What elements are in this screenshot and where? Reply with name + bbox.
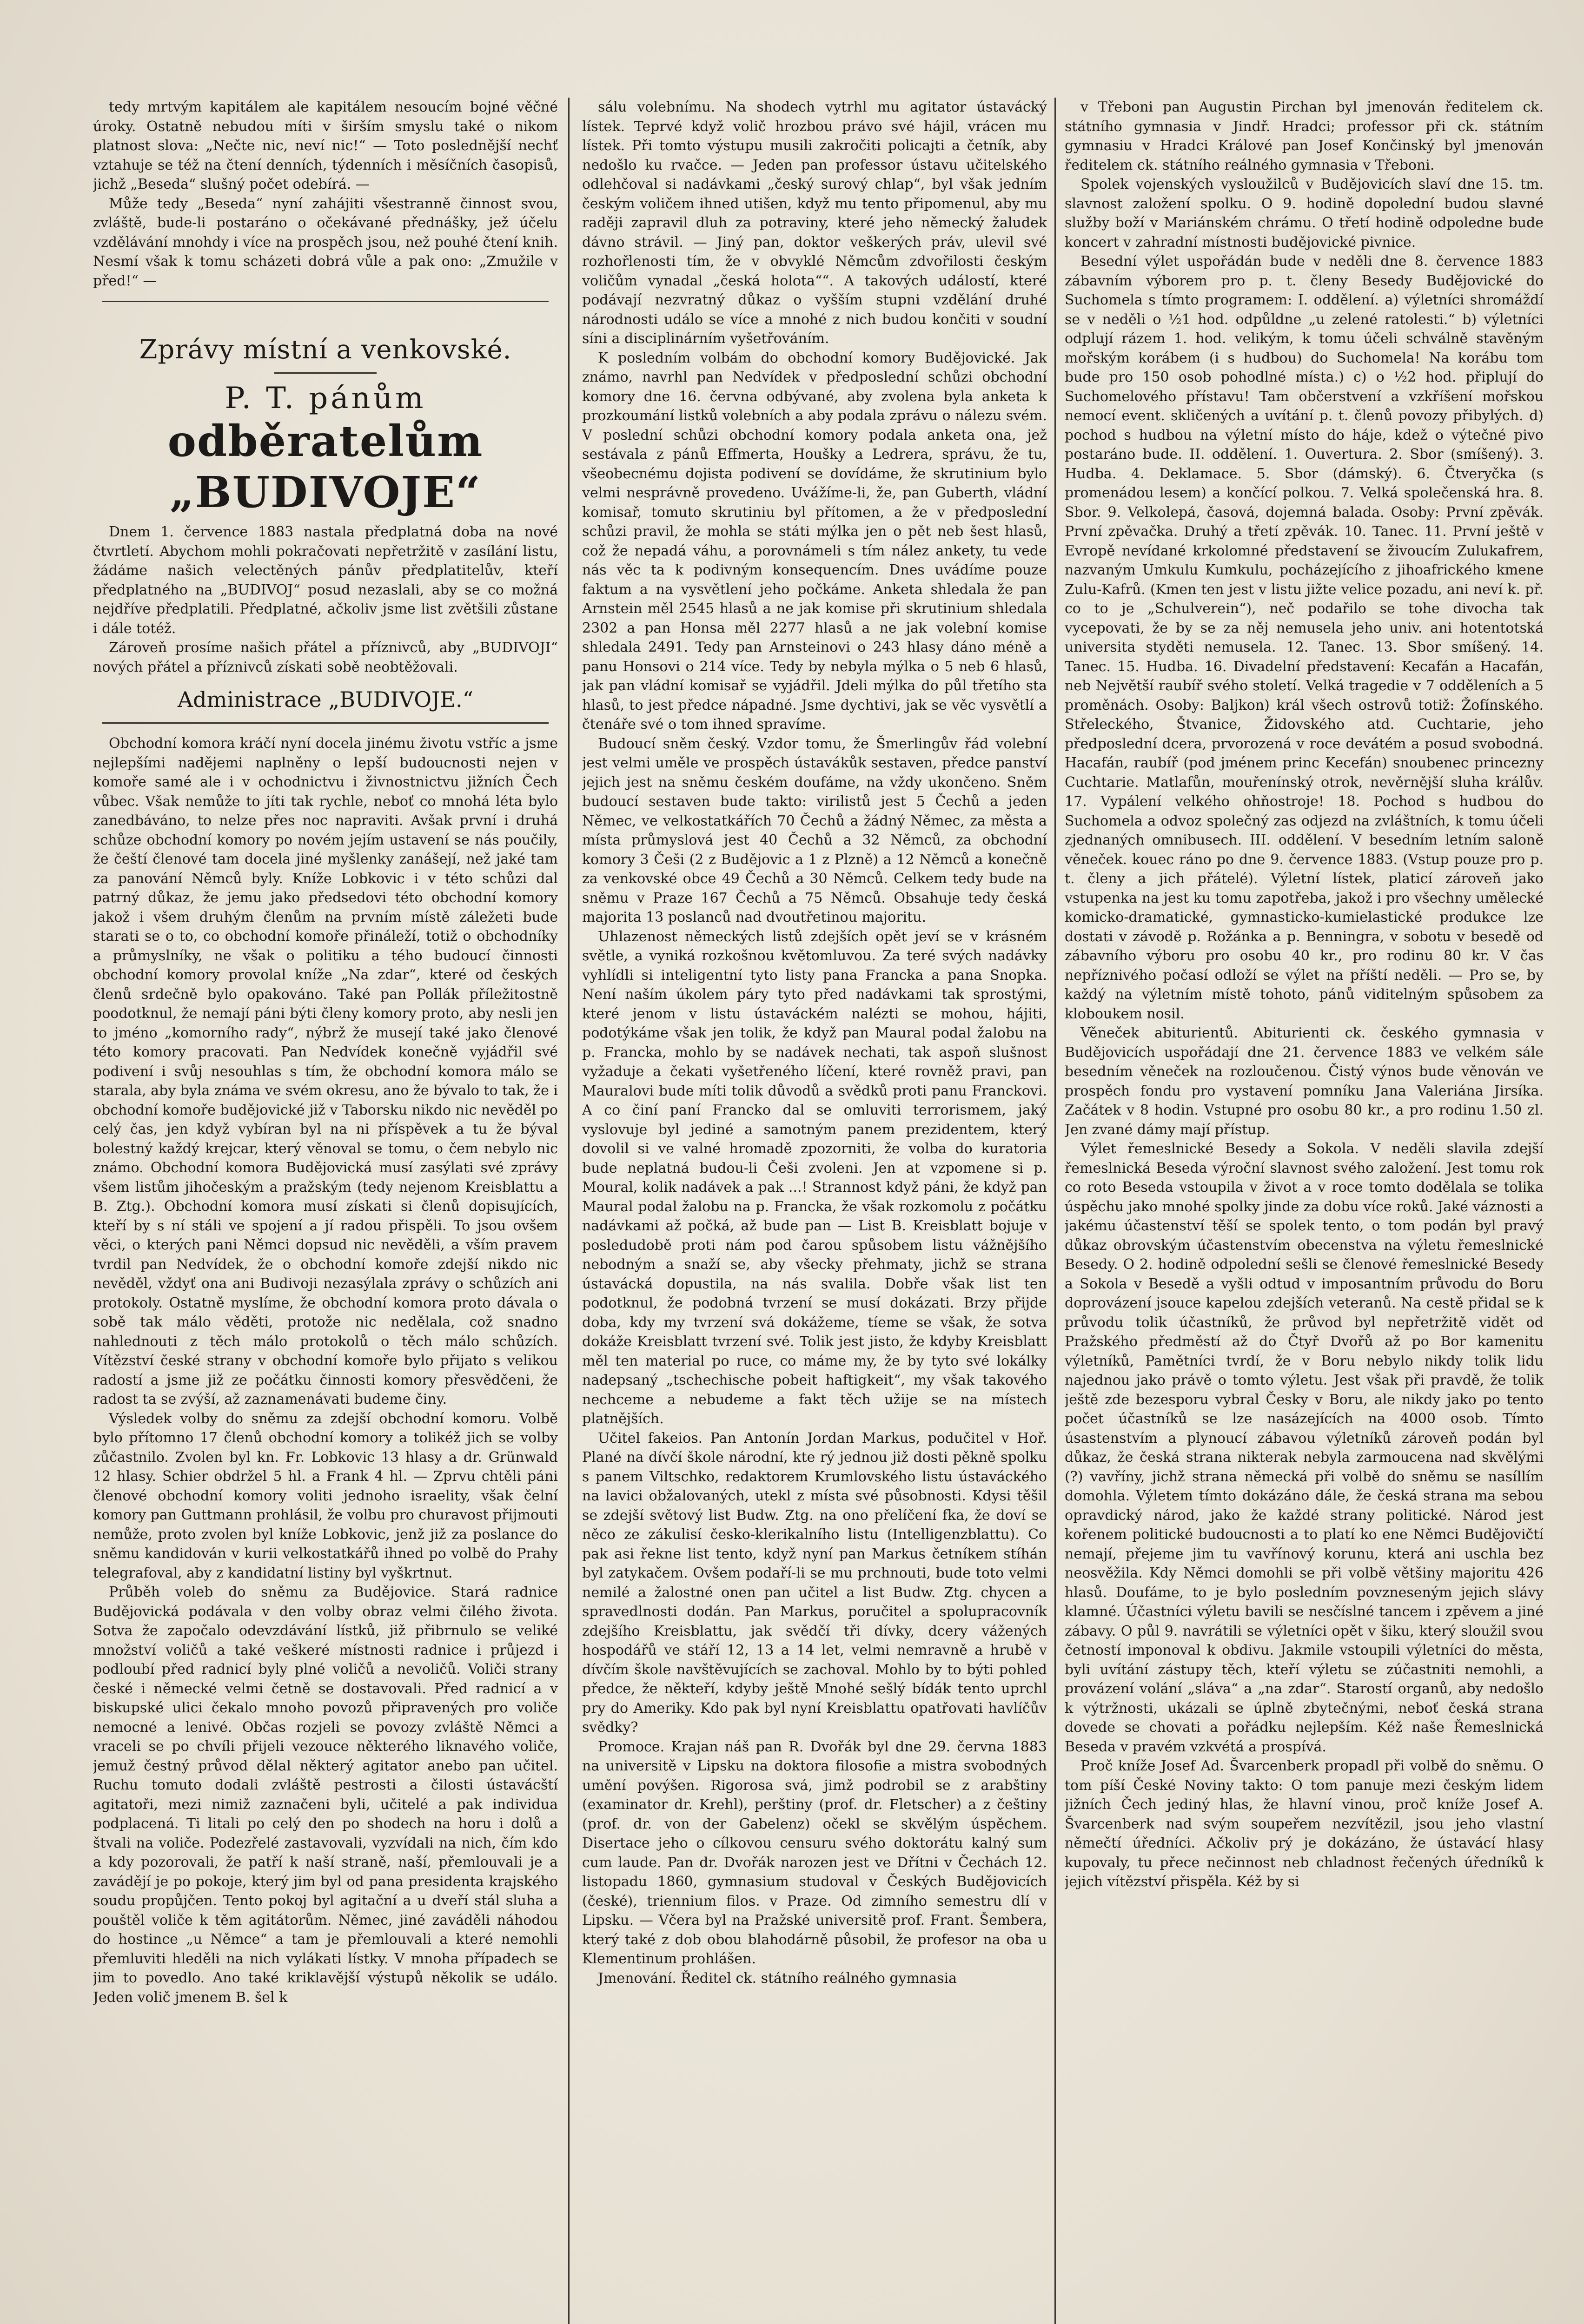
section-title: Zprávy místní a venkovské.	[139, 335, 512, 365]
divider	[102, 722, 549, 724]
article-paragraph: tedy mrtvým kapitálem ale kapitálem nesoucím bojné věčné úroky. Ostatně nebudou míti v širším smyslu také o nikom platnost slova: „Nečte nic, neví nic!“ — Toto poslednější nechť vztahuje se též na čtení denních, týdenních i měsíčních časopisů, jichž „Beseda“ slušný počet odebírá. —	[93, 99, 558, 192]
article-paragraph: Může tedy „Beseda“ nyní zahájiti všestranně činnost svou, zvláště, bude-li postaráno o očekávané přednášky, jež účelu vzdělávání mnohdy i více na prospěch jsou, než pouhé čtení knih. Nesmí však k tomu scházeti dobrá vůle a pak ono: „Zmužile v před!“ —	[93, 195, 558, 289]
article-obchodni-komora: Obchodní komora kráčí nyní docela jinému životu vstříc a jsme nejlepšími nadějemi naplněny o lepší budoucnosti nejen v komoře samé ale i v ochodnictvu i živnostnictvu jižních Čech vůbec. Však nemůže to jíti tak rychle, neboť co mnohá léta bylo zanedbáváno, to nelze přes noc napraviti. Avšak první i druhá schůze obchodní komory po novém jejím ustavení se nás poučily, že čeští členové tam docela jiné myšlenky zanášejí, než jaké tam za panování Němců byly. Kníže Lobkovic i v této schůzi dal patrný důkaz, že jemu jako předsedovi této obchodní komory jakož i všem druhým členům na prvním místě záležeti bude starati se o to, co obchodní komoře přináleží, totiž o obchodníky a průmyslníky, ne však o politiku a tého budoucí činnosti obchodní komory provolal kníže „Na zdar“, které od českých členů srdečně bylo opakováno. Také pan Pollák příležitostně poodotknul, že nemají páni býti členy komory proto, aby nesli jen to jméno „komorního rady“, nýbrž že musejí také jako členové této komory pracovati. Pan Nedvídek konečně vyjádřil své podivení i svůj nesouhlas s tím, že obchodní komora málo se starala, aby byla známa ve svém okresu, ano že bývalo to tak, že i obchodní komoře budějovické již v Taborsku nikdo nic nevěděl po celý čas, jen když vybíran byl na ni příspěvek a tu že býval bolestný každý krejcar, který věnoval se tomu, o čem nebylo nic známo. Obchodní komora Budějovická musí zasýlati své zprávy všem listům jihočeským a pražským (tedy nejenom Kreisblattu a B. Ztg.). Obchodní komora musí získati si členů dopisujících, kteří by s ní stáli ve spojení a jí radou přispěli. To jsou ovšem věci, o kterých pani Němci dopsud nic nevěděli, a vším pravem tvrdil pan Nedvídek, že o obchodní komoře zdejší nikdo nic nevěděl, vždyť ona ani Budivoji nezasýlala zprávy o schůzích ani protokoly. Ostatně myslíme, že obchodní komora proto dávala o sobě tak málo věděti, protože nic nedělala, což snadno nahlednouti z těch málo protokolů o těch málo schůzích. Vítězství české strany v obchodní komoře bylo přijato s velikou radostí a jsme již ze počátku činnosti komory přesvědčeni, že radost ta se zvýší, až zaznamenávati budeme činy.	[93, 735, 558, 1407]
article-paragraph: v Třeboni pan Augustin Pirchan byl jmenován ředitelem ck. státního gymnasia v Jindř. Hradci; professor při ck. státním gymnasiu v Hradci Králové pan Josef Končinský byl jmenován ředitelem ck. státního reálného gymnasia v Třeboni.	[1065, 99, 1544, 173]
column-2	[582, 98, 1047, 2324]
article-venecek: Věneček abiturientů. Abiturienti ck. českého gymnasia v Budějovicích uspořádají dne 21. července 1883 ve velkém sále besedním věneček na rozloučenou. Čistý výnos bude věnován ve prospěch fondu pro vystavení pomníku Jana Valeriána Jirsíka. Začátek v 8 hodin. Vstupné pro osobu 80 kr., a pro rodinu 1.50 zl. Jen zvané dámy mají přístup.	[1065, 1025, 1544, 1138]
announcement-text: Zároveň prosíme našich přátel a příznivců, aby „BUDIVOJI“ nových přátel a příznivců získati sobě neobtěžovali.	[93, 640, 558, 675]
column-1	[93, 98, 558, 2324]
article-prubeh-voleb: Průběh voleb do sněmu za Budějovice. Stará radnice Budějovická podávala v den volby obraz velmi čilého života. Sotva že započalo odevzdávání lístků, již přibrnulo se veliké množství voličů a také veškeré místnosti radnice i průjezd i podloubí před radnicí byly plné voličů a nevoličů. Voliči strany české i německé velmi četně se dostavovali. Před radnicí a v biskupské ulici čekalo mnoho povozů připravených pro voliče nemocné a lenivé. Občas rozjeli se povozy zvláště Němci a vraceli se po chvíli přijeli vezouce některého liknavého voliče, jemuž čestný průvod dělal některý agitator anebo pan učitel. Ruchu tomuto dodali zvláště pestrosti a čilosti ústavácští agitatoři, mezi nimiž zaznačeni byli, učitelé a pak individua podplacená. Ti litali po celý den po shodech na horu i dolů a štvali na voliče. Podezřelé zastavovali, vyzvídali na nich, čím kdo a kdy pozorovali, že patří k naší straně, naší, přemlouvali je a zavádějí je po pokoje, který jim byl od pana presidenta krajského soudu propůjčen. Tento pokoj byl agitační a u dveří stál sluha a pouštěl voliče k těm agitátorům. Němec, jiné zaváděli náhodou do hostince „u Němce“ a tam je přemlouvali a které nemohli přemluviti hleděli na nich vylákati lístky. V mnoha případech se jim to povedlo. Ano také kriklavější výstupů několik se událo. Jeden volič jmenem B. šel k	[93, 1584, 558, 2006]
column-divider	[1054, 98, 1056, 2324]
article-besedni-vylet: Besední výlet uspořádán bude v neděli dne 8. července 1883 zábavním výborem pro p. t. členy Besedy Budějovické do Suchomela s tímto programem: I. oddělení. a) výletníci shromáždí se v neděli o ½1 hod. odpůldne „u zelené ratolesti.“ b) výletníci odplují rázem 1. hod. velikým, k tomu účeli schválně stavěným mořským korábem (i s hudbou) do Suchomela! Na korábu tom bude pro 150 osob pohodlné místa.) c) o ½2 hod. připlují do Suchomelového přístavu! Tam občerstvení a vzkříšení mořskou nemocí event. skličených a uvítání p. t. členů povozy přibylých. d) pochod s hudbou na výletní místo do háje, kdež o výtečné pivo postaráno bude. II. oddělení. 1. Ouvertura. 2. Sbor (smíšený). 3. Hudba. 4. Deklamace. 5. Sbor (dámský). 6. Čtveryčka (s promenádou lesem) a končící polkou. 7. Velká společenská hra. 8. Sbor. 9. Velkolepá, časová, dojemná balada. Osoby: První zpěvák. První zpěvačka. Druhý a třetí zpěvák. 10. Tanec. 11. První ještě v Evropě nevídané krkolomné představení se živoucím Zulukafrem, nazvaným Umkulu Kumkulu, pocházejícího z jihoafrického kmene Zulu-Kafrů. (Kmen ten jest v listu jižte velice pozadu, ani neví k. př. co to je „Schulverein“), neč podařilo se tohe divocha tak vycepovati, že by se za něj nemusela jeho univ. ani hotentotská universita styděti nemusela. 12. Tanec. 13. Sbor smíšený. 14. Tanec. 15. Hudba. 16. Divadelní představení: Kecafán a Hacafán, neb Největší raubíř svého století. Velká tragedie v 7 odděleních a 5 proměnách. Osoby: Baljkon) král všech ostrovů totiž: Žofínského. Střeleckého, Štvanice, Židovského atd. Cuchtarie, jeho předposlední dcera, prvorozená v roce devátém a posud svobodná. Hacafán, raubíř (pod jménem princ Kecefán) snoubenec princezny Cuchtarie. Matlafůn, mouřenínský otrok, nevěrnější sluha králův. 17. Vypálení velkého ohňostroje! 18. Pochod s hudbou do Suchomela a odvoz společný zas odjezd na zvláštních, k tomu účeli zjednaných omnibusech. III. oddělení. V besedním letním saloně věneček. kouec ráno po dne 9. července 1883. (Vstup pouze pro p. t. členy a jich přátelé). Výletní lístek, platicí zároveň jako vstupenka na jest ku tomu zapotřeba, jakož i pro všechny umělecké komicko-dramatické, gymnasticko-kumielastické produkce lze dostati v závodě p. Rožánka a p. Benningra, v sobotu v besedě od zábavního výboru pro osobu 40 kr., pro rodinu 80 kr. V čas nepříznivého počasí odloží se výlet na příští neděli. — Pro se, by každý na výletním místě tohoto, pánů viditelným spůsobem za kloboukem nosil.	[1065, 253, 1544, 1022]
divider	[274, 372, 377, 374]
article-jmenovani: Jmenování. Ředitel ck. státního reálného gymnasia	[598, 1970, 957, 1987]
column-divider	[568, 98, 570, 2324]
article-budouci-snem: Budoucí sněm český. Vzdor tomu, že Šmerlingův řád volební jest velmi uměle ve prospěch ústavákůk sestaven, předce panství jejich jest na sněmu českém doufáme, na vždy ukončeno. Sněm budoucí sestaven bude takto: virilistů jest 5 Čechů a jeden Němec, ve velkostatkářích 70 Čechů a žádný Němec, za města a místa průmyslová jest 40 Čechů a 32 Němců, za obchodní komory 3 Češi (2 z Budějovic a 1 z Plzně) a 12 Němců a konečně za venkovské obce 49 Čechů a 30 Němců. Celkem tedy bude na sněmu v Praze 167 Čechů a 75 Němců. Obsahuje tedy česká majorita 13 poslanců nad dvoutřetinou majoritu.	[582, 735, 1047, 925]
article-vylet-remeslnicke: Výlet řemeslnické Besedy a Sokola. V neděli slavila zdejší řemeslnická Beseda výroční slavnost svého založení. Jest tomu rok co roto Beseda vstoupila v život a v roce tomto dodělala se tolika úspěchu jako mnohé spolky jinde za dobu více roků. Jaké váznosti a jakému účastenství těší se spolek tento, o tom podán byl pravý důkaz obrovským účastenstvím obecenstva na výletu řemeslnické Besedy. O 2. hodině odpolední sešli se členové řemeslnické Besedy a Sokola v Besedě a vyšli odtud v imposantním průvodu do Boru doprovázení jsouce kapelou zdejších veteranů. Na cestě přidal se k průvodu tolik účastníků, že průvod byl nepřetržitě vidět od Pražského předměstí až do Čtyř Dvořů až po Bor kamenitu výletníků, Pamětníci tvrdí, že v Boru nebylo nikdy tolik lidu najednou jako právě o tomto výletu. Jest však při pravdě, že tolik ještě zde bezesporu vybral Česky v Boru, ale nikdy jako po tento počet účastníků se lze nasázejících na 4000 osob. Tímto úsastenstvím a plynoucí zábavou výletníků zároveň podán byl důkaz, že česká strana nikterak nebyla zarmoucena nad skvělými (?) vavříny, jichž strana německá při volbě do sněmu se nasíllím domohla. Výletem tímto dokázáno dále, že česká strana ma sebou opravdický národ, jako že každé strany politické. Národ jest kořenem politické budoucnosti a to platí ko ene Němci Budějovičtí nemají, přejeme jim tu vavřínový korunu, která ani uschla bez neosvěžila. Kdy Němci domohli se při volbě většiny majoritu 426 hlasů. Doufáme, to je bylo posledním povzneseným jejich slávy klamné. Účastníci výletu bavili se nesčíslné tancem i zpěvem a jiné zábavy. O půl 9. navrátili se výletníci opět v šiku, který sloužil svou četností imponoval k obdivu. Jakmile vstoupili výletníci do města, byli uvítání zástupy těch, kteří výletu se zúčastniti nemohli, a provázení volání „sláva“ a „na zdar“. Starostí organů, aby nedošlo k výtržnosti, ukázali se úplně zbytečnými, neboť česká strana dovede se chovati a pořádku nejlepším. Kéž naše Řemeslnická Beseda v pravém vzkvétá a prospívá.	[1065, 1141, 1544, 1755]
article-spolek-vyslouzilcu: Spolek vojenských vysloužilců v Budějovicích slaví dne 15. tm. slavnost založení spolku. O 9. hodině dopolední budou slavné služby boží v Mariánském chrámu. O třetí hodině odpoledne bude koncert v zahradní místnosti budějovické pivnice.	[1065, 176, 1544, 251]
article-paragraph: sálu volebnímu. Na shodech vytrhl mu agitator ústavácký lístek. Teprvé když volič hrozbou právo své hájil, vrácen mu lístek. Při tomto výstupu musili zakročiti policajti a četník, aby nedošlo ku rvačce. — Jeden pan professor ústavu učitelského odlehčoval si nadávkami „český surový chlap“, byl však jedním českým voličem ihned utišen, když mu tento připomenul, aby mu raději zapravil dluh za potraviny, které jeho německý žaludek dávno strávil. — Jiný pan, doktor veškerých práv, ulevil své rozhořlenosti tím, že v obvyklé Němcům zdvořilosti českým voličům vynadal „česká holota““. A takových událostí, které podávají nezvratný důkaz o vyšším stupni vzdělání druhé národnosti událo se více a mnohé z nich budou končiti v soudní síni a disciplinárním vyšetřováním.	[582, 99, 1047, 347]
announcement-signature: Administrace „BUDIVOJE.“	[177, 687, 474, 712]
column-3	[1065, 98, 1544, 2324]
article-vysledek-volby: Výsledek volby do sněmu za zdejší obchodní komoru. Volbě bylo přítomno 17 členů obchodní komory a tolikéž jich se volby zůčastnilo. Zvolen byl kn. Fr. Lobkovic 13 hlasy a dr. Grünwald 12 hlasy. Schier obdržel 5 hl. a Frank 4 hl. — Zprvu chtěli páni členové obchodní komory voliti jednoho israelity, však čelní komory pan Guttmann prohlásil, že volbu pro churavost přijmouti nemůže, proto zvolen byl kníže Lobkovic, jenž již za poslance do sněmu kandidován v kurii velkostatkářů ihned po volbě do Prahy telegrafoval, aby z kandidatní listiny byl vyškrtnut.	[93, 1410, 558, 1581]
article-ucitel: Učitel fakeios. Pan Antonín Jordan Markus, podučitel v Hoř. Plané na dívčí škole národní, kte rý jednou již dosti pěkně spolku s panem Viltschko, redaktorem Krumlovského listu ústaváckého na lavici obžalovaných, utekl z místa své působnosti. Kdysi těšil se zdejší světový list Budw. Ztg. na ono přelíčení fka, že doví se něco ze zákulisí česko-klerikalního listu (Intelligenzblattu). Co pak asi řekne list tento, když nyní pan Markus četníkem stíhán byl zatykačem. Ovšem podaří-li se mu prchnouti, bude toto velmi nemilé a žalostné onen pan učitel a list Budw. Ztg. chycen a spravedlnosti dodán. Pan Markus, poručitel a spolupracovník zdejšího Kreisblattu, jak svědčí tři dívky, dcery vážených hospodářů ve stáří 12, 13 a 14 let, velmi nemravně a hrubě v dívčím škole navštěvujících se zachoval. Mohlo by to býti pohled předce, že někteří, kdyby ještě Mnohé sešlý bídák tento uprchl pry do Ameriky. Kdo pak byl nyní Kreisblattu opatřovati havlíčův svědky?	[582, 1430, 1047, 1736]
article-posledni-volby: K posledním volbám do obchodní komory Budějovické. Jak známo, navrhl pan Nedvídek v předposlední schůzi obchodní komory dne 16. června odbývané, aby zvolena byla anketa k prozkoumání listků volebních a aby podala zprávu o nálezu svém. V poslední schůzi obchodní komory podala anketa ona, jež sestávala z pánů Effmerta, Houšky a Ledrera, správu, že tu, všeobecnému dojista podivení se dovídáme, že skrutinium bylo velmi nesprávně provedeno. Uvážíme-li, že, pan Guberth, vládní komisař, tomuto skrutiniu byl přítomen, a že v předposlední schůzi pravil, že mohla se státi mýlka jen o pět neb šest hlasů, což že nepadá váhu, a porovnámeli s tím nález ankety, tu vede nás věc ta k podivným konsequencím. Dnes uvádíme pouze faktum a na vysvětlení jeho počkáme. Anketa shledala že pan Arnstein měl 2545 hlasů a ne jak komise při skrutinium shledala 2302 a pan Honsa měl 2277 hlasů a ne jak volební komise shledala 2491. Tedy pan Arnsteinovi o 243 hlasy dáno méně a panu Honsovi o 214 více. Tedy by nebyla mýlka o 5 neb 6 hlasů, jak pan vládní komisař se vyjádřil. Jdeli mýlka do půl třetího sta hlasů, to jest předce nápadné. Jsme dychtivi, jak se věc vysvětlí a čtenáře své o tom ihned spravíme.	[582, 350, 1047, 733]
article-svarcenberk: Proč kníže Josef Ad. Švarcenberk propadl při volbě do sněmu. O tom píší České Noviny takto: O tom panuje mezi českým lidem jižních Čech jediný hlas, že hlavní vinou, proč kníže Josef A. Švarcenberk nad svým soupeřem nezvítězil, jsou jeho vlastní němečtí úředníci. Ačkoliv prý je dokázáno, že ústavácí hlasy kupovaly, tu přece nečinnost neb chladnost řečených úředníků k jejich vítězství přispěla. Kéž by si	[1065, 1758, 1544, 1890]
article-promoce: Promoce. Krajan náš pan R. Dvořák byl dne 29. června 1883 na universitě v Lipsku na doktora filosofie a mistra svobodných umění povýšen. Rigorosa svá, jimž podrobil se z arabštiny (examinator dr. Krehl), perštiny (prof. dr. Fletscher) a z češtiny (prof. dr. von der Gabelenz) očekl se skvělým úspěchem. Disertace jeho o cílkovou censuru svého doktorátu kalný sum cum laude. Pan dr. Dvořák narozen jest ve Dřítni v Čechách 12. listopadu 1860, gymnasium studoval v Českých Budějovicích (české), triennium filos. v Praze. Od zimního semestru dlí v Lipsku. — Včera byl na Pražské universitě prof. Frant. Šembera, který také z dob obou blahodárně působil, že profesor na oba u Klementinum prohlášen.	[582, 1738, 1047, 1967]
article-uhlazenost: Uhlazenost německých listů zdejších opět jeví se v krásném světle, a vyniká rozkošnou květomluvou. Za teré svých nadávky vyhlídli si inteligentní tyto listy pana Francka a pana Snopka. Není naším úkolem páry tyto před nadávkami tak sprostými, které jenom v listu ústaváckém nalézti se mohou, hájiti, podotýkáme však jen tolik, že když pan Maural podal žalobu na p. Francka, mohlo by se nadávek nechati, tak aspoň slušnost vyžaduje a čekati vyšetřeného líčení, které rovněž pravi, pan Mauralovi bude míti tolik důvodů a svědků proti panu Franckovi. A co činí paní Francko dal se omluviti terrorismem, jaký vyslovuje byl jediné a samotným panem prezidentem, který dovolil si ve valné hromadě zpozorniti, že volba do kuratoria bude neplatná budou-li Češi zvoleni. Jen at vzpomene si p. Moural, kolik nadávek a pak ...! Strannost když páni, že když pan Maural podal žalobu na p. Francka, že však rozkomolu z počátku nadávkami až počká, až bude pan — List B. Kreisblatt bojuje v posledudobě proti nám pod čarou spůsobem listu vážnějšího nebodným a snaží se, aby všecky přehmaty, jichž se strana ústavácká dopustila, na nás svalila. Dobře však list ten podotknul, že podobná tvrzení se musí dokázati. Brzy přijde doba, kdy my tvrzení svá dokážeme, tíeme se však, že sotva dokáže Kreisblatt tvrzení své. Tolik jest jisto, že kdyby Kreisblatt měl ten material po ruce, co máme my, že by tyto své lokálky nadepsaný „tschechische pobeit haftigkeit“, my však takového nechceme a nebudeme a fakt těch užije se na místech platnějších.	[582, 928, 1047, 1427]
announcement-text: Dnem 1. července 1883 nastala předplatná doba na nové čtvrtletí. Abychom mohli pokračovati nepřetržitě v zasílání listu, žádáme našich velectěných pánův předplatitelův, kteří předplatného na „BUDIVOJ“ posud nezaslali, aby se co možná nejdříve předplatili. Předplatné, ačkoliv jsme list zvětšili zůstane i dále totéž.	[93, 524, 558, 637]
announcement-title: odběratelům „BUDIVOJE“	[167, 416, 484, 517]
divider	[102, 301, 549, 302]
announcement-greeting: P. T. pánům	[225, 381, 426, 416]
